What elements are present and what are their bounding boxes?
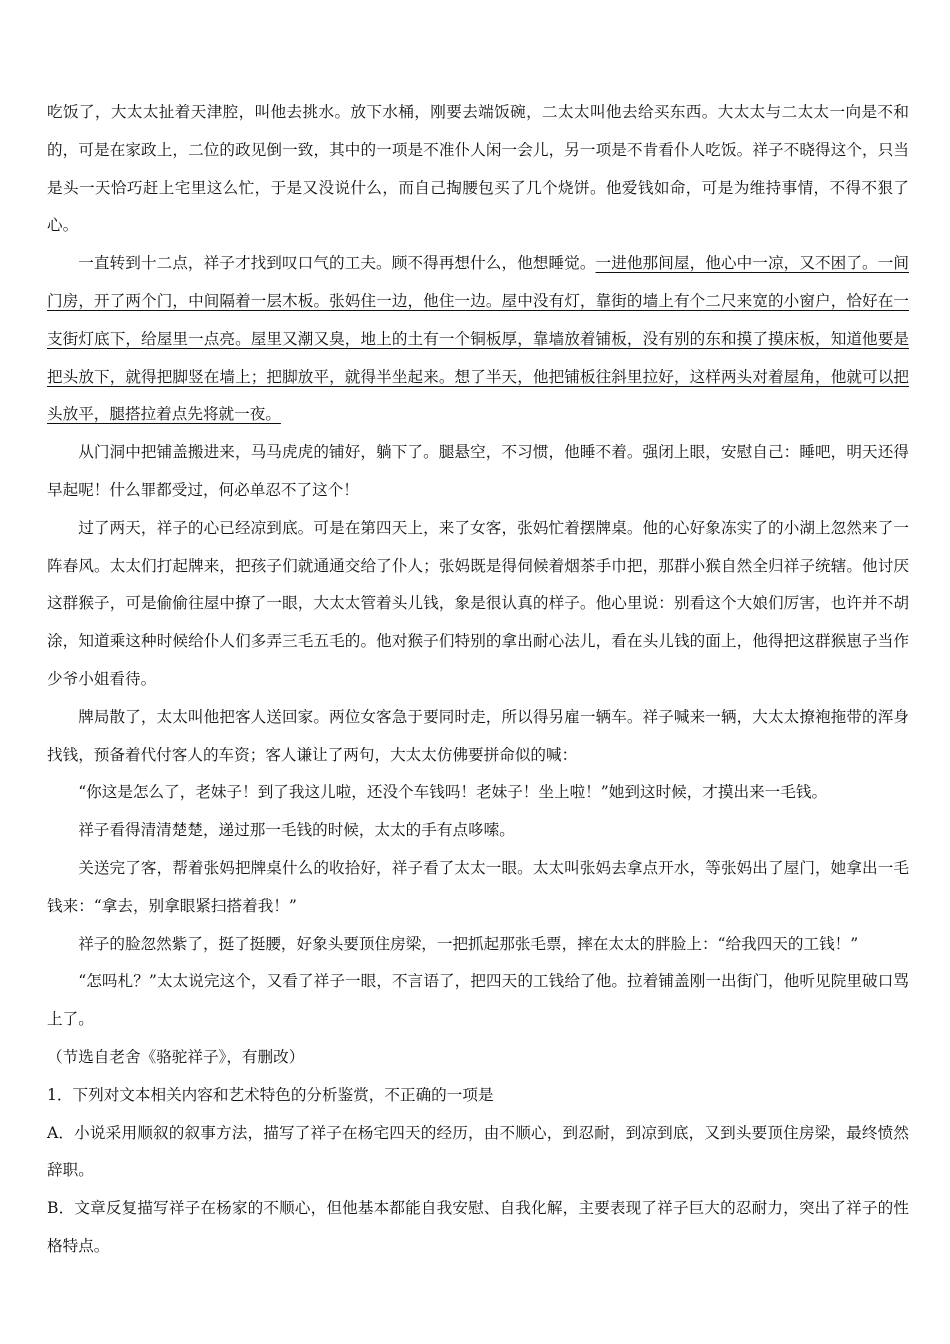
paragraph-2 — [47, 245, 909, 434]
paragraph-3: 从门洞中把铺盖搬进来，马马虎虎的铺好，躺下了。腿悬空，不习惯，他睡不着。强闭上眼，安慰自己：睡吧，明天还得早起呢！什么罪都受过，何必单忍不了这个！ — [47, 443, 909, 499]
paragraph-8: 关送完了客，帮着张妈把牌桌什么的收拾好，祥子看了太太一眼。太太叫张妈去拿点开水，等张妈出了屋门，她拿出一毛钱来：“拿去，别拿眼紧扫搭着我！” — [47, 858, 909, 915]
paragraph-10: “怎吗札？”太太说完这个，又看了祥子一眼，不言语了，把四天的工钱给了他。拉着铺盖刚一出街门，他听见院里破口骂上了。 — [47, 972, 909, 1029]
question-stem: 1．下列对文本相关内容和艺术特色的分析鉴赏，不正确的一项是 — [47, 1085, 494, 1104]
paragraph-5: 牌局散了，太太叫他把客人送回家。两位女客急于要同时走，所以得另雇一辆车。祥子喊来一辆，大太太撩袍拖带的浑身找钱，预备着代付客人的车资；客人谦让了两句，大太太仿佛要拼命似的喊： — [47, 707, 909, 764]
paragraph-2-lead: 一直转到十二点，祥子才找到叹口气的工夫。顾不得再想什么，他想睡觉。 — [78, 254, 596, 273]
paragraph-6: “你这是怎么了，老妹子！到了我这儿啦，还没个车钱吗！老妹子！坐上啦！”她到这时候，才摸出来一毛钱。 — [78, 783, 828, 802]
paragraph-7: 祥子看得清清楚楚，递过那一毛钱的时候，太太的手有点哆嗦。 — [78, 821, 515, 840]
option-b: B．文章反复描写祥子在杨家的不顺心，但他基本都能自我安慰、自我化解，主要表现了祥子巨大的忍耐力，突出了祥子的性格特点。 — [47, 1199, 909, 1255]
paragraph-4: 过了两天，祥子的心已经凉到底。可是在第四天上，来了女客，张妈忙着摆牌桌。他的心好象冻实了的小湖上忽然来了一阵春风。太太们打起牌来，把孩子们就通通交给了仆人；张妈既是得伺候着烟茶手巾把，那群小猴自然全归祥子统辖。他讨厌这群猴子，可是偷偷往屋中撩了一眼，大太太管着头儿钱，象是很认真的样子。他心里说：别看这个大娘们厉害，也许并不胡涂，知道乘这种时候给仆人们多弄三毛五毛的。他对猴子们特别的拿出耐心法儿，看在头儿钱的面上，他得把这群猴崽子当作少爷小姐看待。 — [47, 518, 909, 688]
underlined-passage: 一进他那间屋，他心中一凉，又不困了。一间门房，开了两个门，中间隔着一层木板。张妈住一边，他住一边。屋中没有灯，靠街的墙上有个二尺来宽的小窗户，恰好在一支街灯底下，给屋里一点亮。屋里又潮又臭，地上的土有一个铜板厚，靠墙放着铺板，没有别的东和摸了摸床板，知道他要是把头放下，就得把脚竖在墙上；把脚放平，就得半坐起来。想了半天，他把铺板往斜里拉好，这样两头对着屋角，他就可以把头放平，腿搭拉着点先将就一夜。 — [47, 254, 909, 424]
option-a: A．小说采用顺叙的叙事方法，描写了祥子在杨宅四天的经历，由不顺心，到忍耐，到凉到底，又到头要顶住房梁，最终愤然辞职。 — [47, 1123, 909, 1180]
document-page — [47, 94, 909, 1266]
source-note: （节选自老舍《骆驼祥子》，有删改） — [47, 1047, 305, 1066]
paragraph-9: 祥子的脸忽然紫了，挺了挺腰，好象头要顶住房梁，一把抓起那张毛票，摔在太太的胖脸上：“给我四天的工钱！” — [78, 934, 859, 953]
paragraph-1: 吃饭了，大太太扯着天津腔，叫他去挑水。放下水桶，刚要去端饭碗，二太太叫他去给买东西。大太太与二太太一向是不和的，可是在家政上，二位的政见倒一致，其中的一项是不准仆人闲一会儿，另一项是不肯看仆人吃饭。祥子不晓得这个，只当是头一天恰巧赶上宅里这么忙，于是又没说什么，而自己掏腰包买了几个烧饼。他爱钱如命，可是为维持事情，不得不狠了心。 — [47, 103, 909, 235]
